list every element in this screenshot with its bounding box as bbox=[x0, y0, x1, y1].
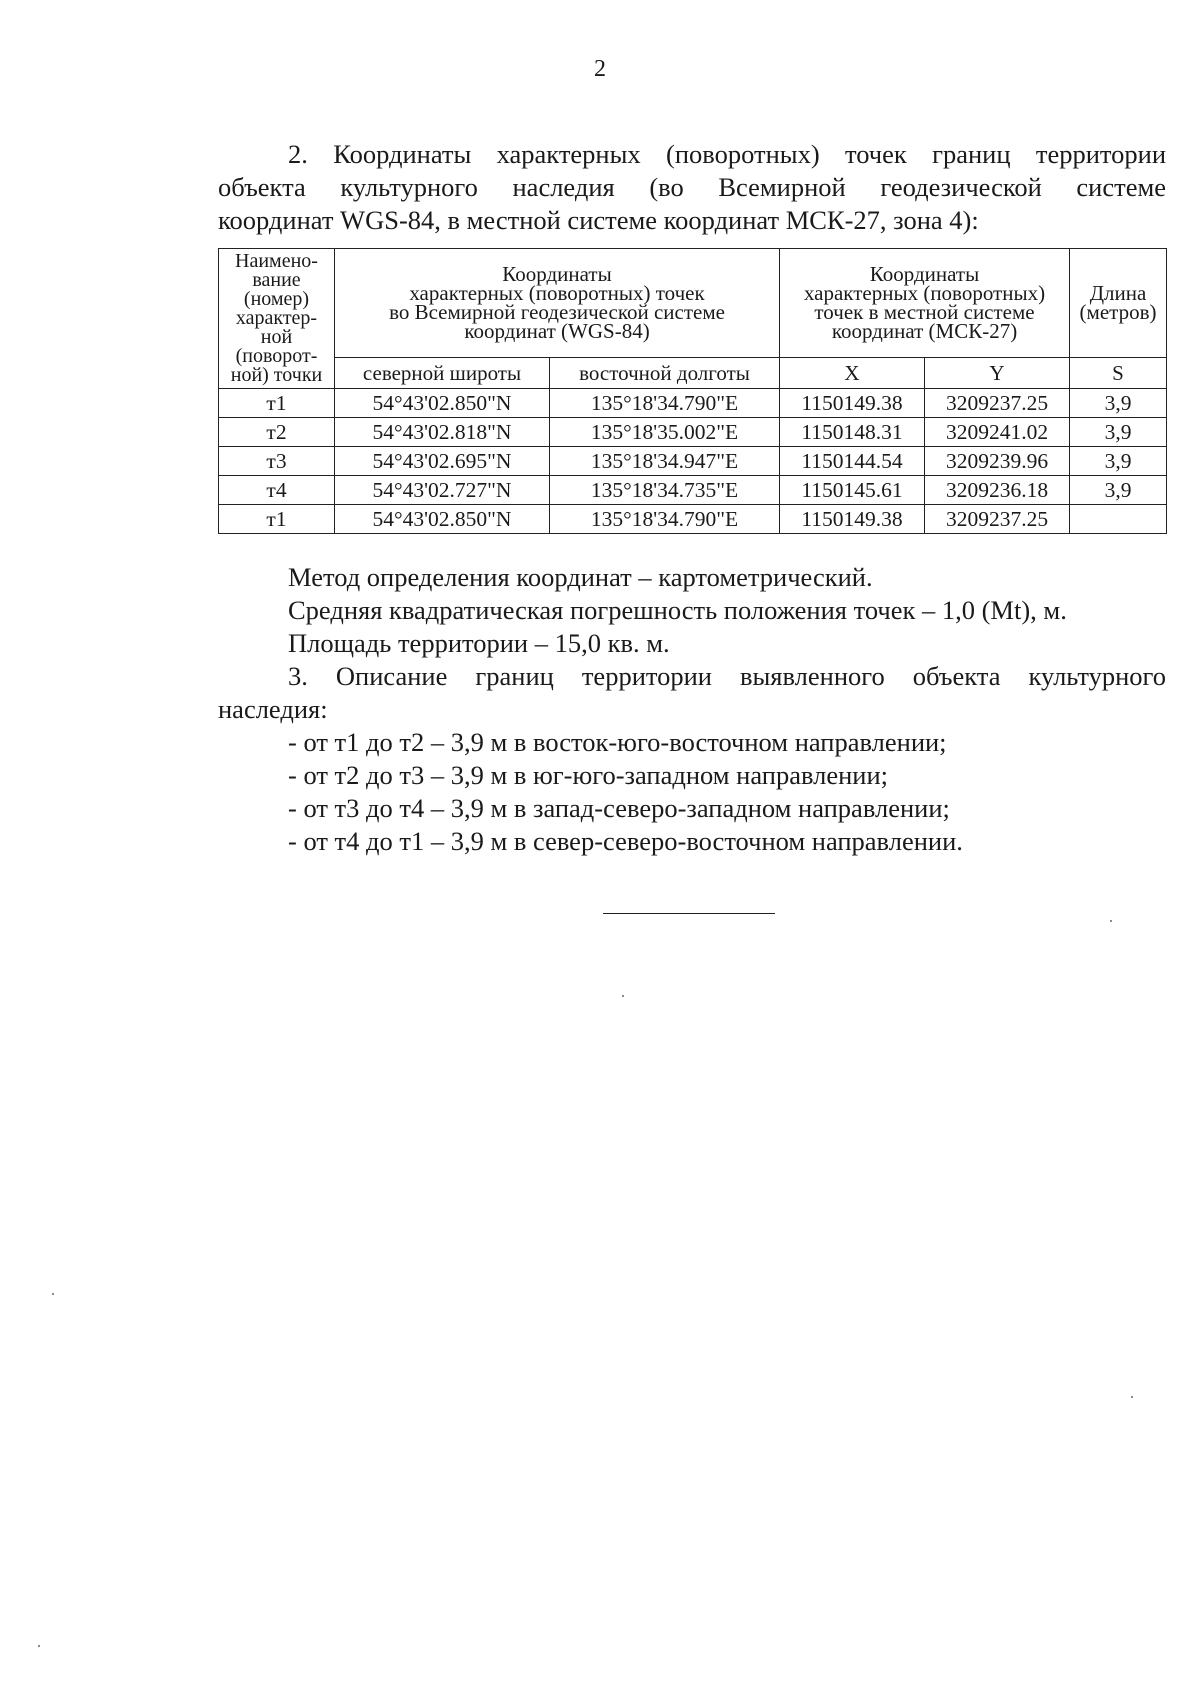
s-cell: 3,9 bbox=[1070, 389, 1167, 418]
header-text: точек в местной системе bbox=[814, 300, 1035, 324]
table-row bbox=[219, 447, 1167, 476]
y-cell: 3209236.18 bbox=[925, 476, 1070, 505]
scan-speck bbox=[622, 995, 624, 997]
scan-speck bbox=[1131, 1396, 1133, 1398]
table-subheader-row bbox=[219, 358, 1167, 389]
scan-speck bbox=[1110, 920, 1112, 922]
y-header: Y bbox=[925, 358, 1070, 389]
header-text: во Всемирной геодезической системе bbox=[389, 300, 725, 324]
table-row bbox=[219, 505, 1167, 534]
method-text: Метод определения координат – картометрический. bbox=[288, 562, 873, 592]
header-text: ной bbox=[260, 326, 293, 348]
latitude-cell: 54°43'02.850"N bbox=[335, 505, 550, 534]
y-cell: 3209237.25 bbox=[925, 505, 1070, 534]
scan-speck bbox=[38, 1645, 40, 1647]
table-row bbox=[219, 389, 1167, 418]
s-cell: 3,9 bbox=[1070, 476, 1167, 505]
length-header bbox=[1070, 249, 1167, 358]
header-text: (номер) bbox=[243, 288, 310, 310]
point-cell: т4 bbox=[219, 476, 335, 505]
table-row bbox=[219, 418, 1167, 447]
header-text: характерных (поворотных) точек bbox=[409, 281, 705, 305]
y-cell: 3209237.25 bbox=[925, 389, 1070, 418]
x-cell: 1150145.61 bbox=[780, 476, 925, 505]
header-text: характер- bbox=[235, 307, 318, 329]
section-3-heading bbox=[218, 660, 1166, 726]
point-cell: т1 bbox=[219, 389, 335, 418]
header-text: Длина bbox=[1089, 281, 1147, 305]
end-divider bbox=[603, 913, 775, 914]
list-item: - от т4 до т1 – 3,9 м в север-северо-восточном направлении. bbox=[288, 826, 963, 856]
boundary-description-list bbox=[218, 726, 1166, 858]
table-row bbox=[219, 476, 1167, 505]
longitude-cell: 135°18'34.790"E bbox=[550, 389, 780, 418]
longitude-cell: 135°18'34.947"E bbox=[550, 447, 780, 476]
page-number: 2 bbox=[594, 56, 606, 82]
longitude-cell: 135°18'34.790"E bbox=[550, 505, 780, 534]
msk-coordinates-header bbox=[780, 249, 1070, 358]
longitude-header: восточной долготы bbox=[550, 358, 780, 389]
section-2-line: объекта культурного наследия (во Всемирной геодезической системе bbox=[218, 172, 1166, 202]
x-cell: 1150148.31 bbox=[780, 418, 925, 447]
point-name-header bbox=[219, 249, 335, 389]
wgs-coordinates-header bbox=[335, 249, 780, 358]
s-cell: 3,9 bbox=[1070, 447, 1167, 476]
latitude-cell: 54°43'02.818"N bbox=[335, 418, 550, 447]
list-item: - от т2 до т3 – 3,9 м в юг-юго-западном направлении; bbox=[288, 760, 889, 790]
area-text: Площадь территории – 15,0 кв. м. bbox=[288, 628, 670, 658]
latitude-header: северной широты bbox=[335, 358, 550, 389]
y-cell: 3209239.96 bbox=[925, 447, 1070, 476]
header-text: координат (МСК-27) bbox=[831, 319, 1018, 343]
point-cell: т3 bbox=[219, 447, 335, 476]
longitude-cell: 135°18'35.002"E bbox=[550, 418, 780, 447]
latitude-cell: 54°43'02.850"N bbox=[335, 389, 550, 418]
header-text: ной) точки bbox=[230, 364, 323, 386]
s-cell bbox=[1070, 505, 1167, 534]
x-header: X bbox=[780, 358, 925, 389]
header-text: Координаты bbox=[502, 262, 612, 286]
latitude-cell: 54°43'02.695"N bbox=[335, 447, 550, 476]
x-cell: 1150149.38 bbox=[780, 389, 925, 418]
header-text: характерных (поворотных) bbox=[803, 281, 1046, 305]
header-text: вание bbox=[252, 269, 301, 291]
y-cell: 3209241.02 bbox=[925, 418, 1070, 447]
section-3-line: наследия: bbox=[218, 694, 328, 724]
error-text: Средняя квадратическая погрешность положения точек – 1,0 (Mt), м. bbox=[288, 595, 1067, 625]
header-text: координат (WGS-84) bbox=[464, 319, 650, 343]
list-item: - от т3 до т4 – 3,9 м в запад-северо-западном направлении; bbox=[288, 793, 950, 823]
coordinates-table bbox=[218, 248, 1167, 534]
s-header: S bbox=[1070, 358, 1167, 389]
section-2-line: координат WGS-84, в местной системе координат МСК-27, зона 4): bbox=[218, 205, 979, 235]
longitude-cell: 135°18'34.735"E bbox=[550, 476, 780, 505]
section-3-line: 3. Описание границ территории выявленного объекта культурного bbox=[288, 661, 1166, 691]
header-text: Координаты bbox=[869, 262, 980, 286]
header-text: Наимено- bbox=[235, 250, 318, 272]
section-2-heading bbox=[218, 138, 1166, 237]
method-paragraph bbox=[218, 561, 1166, 660]
table-header-row bbox=[219, 249, 1167, 358]
latitude-cell: 54°43'02.727"N bbox=[335, 476, 550, 505]
header-text: (поворот- bbox=[235, 345, 318, 367]
s-cell: 3,9 bbox=[1070, 418, 1167, 447]
point-cell: т1 bbox=[219, 505, 335, 534]
point-cell: т2 bbox=[219, 418, 335, 447]
x-cell: 1150144.54 bbox=[780, 447, 925, 476]
x-cell: 1150149.38 bbox=[780, 505, 925, 534]
section-2-line: 2. Координаты характерных (поворотных) точек границ территории bbox=[288, 139, 1166, 169]
header-text: (метров) bbox=[1079, 300, 1157, 324]
scan-speck bbox=[52, 1293, 54, 1295]
list-item: - от т1 до т2 – 3,9 м в восток-юго-восточном направлении; bbox=[288, 727, 947, 757]
